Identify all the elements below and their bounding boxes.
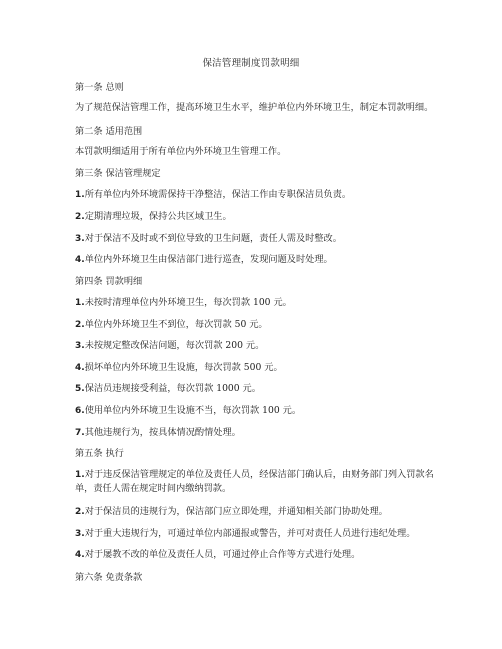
item-number: 4. — [75, 550, 85, 560]
list-item — [75, 382, 435, 396]
item-number: 1. — [75, 470, 85, 480]
section-heading: 第一条 总则 — [75, 82, 124, 93]
list-item — [75, 527, 435, 541]
item-number: 5. — [75, 384, 85, 394]
item-text: 对于屡教不改的单位及责任人员，可通过停止合作等方式进行处理。 — [84, 549, 361, 560]
list-item — [75, 188, 435, 202]
section-heading: 第三条 保洁管理规定 — [75, 168, 161, 179]
item-text: 保洁员违规接受利益，每次罚款 1000 元。 — [84, 383, 261, 394]
section-heading: 第六条 免责条款 — [75, 572, 143, 583]
item-text: 单位内外环境卫生不到位，每次罚款 50 元。 — [84, 319, 268, 330]
item-number: 6. — [75, 406, 85, 416]
section-heading: 第四条 罚款明细 — [75, 276, 143, 287]
list-item — [75, 548, 435, 562]
item-number: 2. — [75, 320, 85, 330]
item-number: 7. — [75, 428, 85, 438]
item-text: 未按时清理单位内外环境卫生，每次罚款 100 元。 — [84, 297, 292, 308]
list-item — [75, 426, 435, 440]
item-text: 损坏单位内外环境卫生设施，每次罚款 500 元。 — [84, 362, 283, 373]
item-text: 单位内外环境卫生由保洁部门进行巡查，发现问题及时处理。 — [84, 254, 333, 265]
item-text: 对于保洁员的违规行为，保洁部门应立即处理，并通知相关部门协助处理。 — [84, 506, 388, 517]
list-item — [75, 210, 435, 224]
item-number: 2. — [75, 212, 85, 222]
section-heading: 第二条 适用范围 — [75, 126, 143, 137]
item-text: 对于违反保洁管理规定的单位及责任人员，经保洁部门确认后，由财务部门列入罚款名单，责任人需在规定时间内缴纳罚款。 — [75, 469, 434, 494]
item-text: 对于保洁不及时或不到位导致的卫生问题，责任人需及时整改。 — [84, 233, 342, 244]
item-text: 定期清理垃圾，保持公共区域卫生。 — [84, 211, 232, 222]
list-item — [75, 361, 435, 375]
item-number: 4. — [75, 255, 85, 265]
item-text: 对于重大违规行为，可通过单位内部通报或警告，并可对责任人员进行违纪处理。 — [84, 528, 416, 539]
item-text: 使用单位内外环境卫生设施不当，每次罚款 100 元。 — [84, 405, 302, 416]
list-item — [75, 296, 435, 310]
list-item — [75, 253, 435, 267]
list-item — [75, 318, 435, 332]
list-item — [75, 468, 437, 496]
list-item — [75, 232, 435, 246]
item-number: 1. — [75, 298, 85, 308]
list-item — [75, 505, 435, 519]
item-number: 1. — [75, 190, 85, 200]
item-number: 3. — [75, 529, 85, 539]
list-item — [75, 339, 435, 353]
item-number: 3. — [75, 341, 85, 351]
section-heading: 第五条 执行 — [75, 448, 124, 459]
item-number: 4. — [75, 363, 85, 373]
document-title: 保洁管理制度罚款明细 — [202, 58, 300, 69]
item-text: 未按规定整改保洁问题，每次罚款 200 元。 — [84, 340, 265, 351]
item-number: 3. — [75, 234, 85, 244]
paragraph: 本罚款明细适用于所有单位内外环境卫生管理工作。 — [75, 146, 287, 157]
paragraph: 为了规范保洁管理工作，提高环境卫生水平，维护单位内外环境卫生，制定本罚款明细。 — [75, 102, 434, 113]
item-text: 其他违规行为，按具体情况酌情处理。 — [84, 427, 241, 438]
list-item — [75, 404, 435, 418]
item-number: 2. — [75, 507, 85, 517]
item-text: 所有单位内外环境需保持干净整洁，保洁工作由专职保洁员负责。 — [84, 189, 352, 200]
